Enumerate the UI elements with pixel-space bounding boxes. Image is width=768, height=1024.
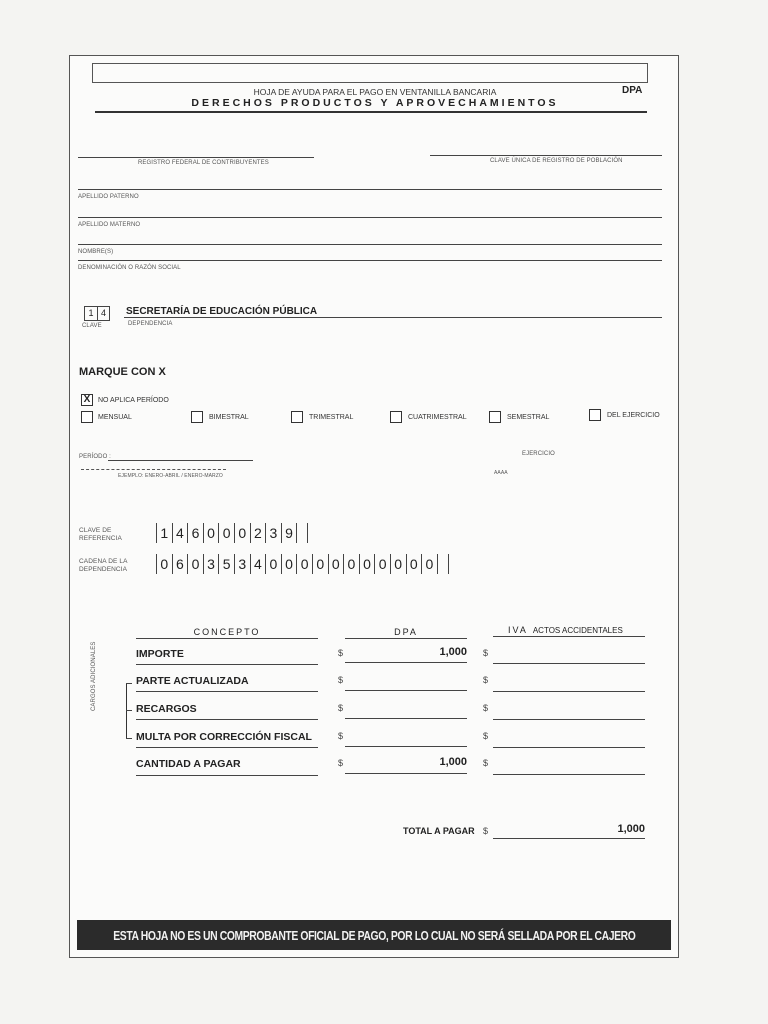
cadena-label-1: CADENA DE LA (79, 558, 128, 565)
row-label-importe: IMPORTE (136, 648, 184, 660)
currency-sign: $ (483, 758, 489, 768)
dependency-name: SECRETARÍA DE EDUCACIÓN PÚBLICA (126, 306, 318, 317)
row-rule (493, 719, 645, 720)
periodo-label: PERÍODO : (79, 454, 111, 460)
currency-sign: $ (338, 731, 344, 741)
checkbox-bimestral[interactable] (191, 411, 203, 423)
row-rule (493, 774, 645, 775)
currency-sign: $ (338, 675, 344, 685)
cadena-digit: 0 (265, 554, 281, 574)
row-dpa-cantidad[interactable]: 1,000 (439, 756, 467, 768)
cadena-digit: 0 (328, 554, 344, 574)
col-concepto-header: CONCEPTO (193, 627, 261, 637)
form-title: DERECHOS PRODUCTOS Y APROVECHAMIENTOS (191, 97, 559, 109)
periodo-example: EJEMPLO: ENERO-ABRIL / ENERO-MARZO (118, 473, 223, 479)
cadena-digit (437, 554, 449, 574)
check-mark: X (83, 394, 91, 405)
option-del-ejercicio: DEL EJERCICIO (607, 412, 660, 419)
row-label-parte-actualizada: PARTE ACTUALIZADA (136, 675, 249, 687)
currency-sign: $ (338, 648, 344, 658)
ref-digit: 0 (203, 523, 219, 543)
apellido-materno-label: APELLIDO MATERNO (78, 222, 141, 228)
option-semestral: SEMESTRAL (507, 414, 550, 421)
total-rule (493, 838, 645, 839)
col-iva-title: IVA (508, 625, 528, 635)
apellido-paterno-field[interactable] (78, 189, 662, 190)
ref-digit: 2 (250, 523, 266, 543)
cadena-digit: 0 (359, 554, 375, 574)
row-rule (345, 718, 467, 719)
currency-sign: $ (483, 703, 489, 713)
row-label-recargos: RECARGOS (136, 703, 197, 715)
col-concepto-rule (136, 638, 318, 639)
checkbox-mensual[interactable] (81, 411, 93, 423)
cadena-digit: 5 (218, 554, 234, 574)
nombres-label: NOMBRE(S) (78, 249, 114, 255)
payment-form-sheet (69, 55, 679, 958)
cadena-digit: 0 (312, 554, 328, 574)
row-rule (493, 747, 645, 748)
row-rule (345, 773, 467, 774)
dependency-clave-label: CLAVE (82, 323, 102, 329)
cadena-digit: 0 (406, 554, 422, 574)
total-value: 1,000 (617, 823, 645, 835)
cadena-digit: 6 (172, 554, 188, 574)
col-iva-sub: ACTOS ACCIDENTALES (532, 626, 623, 635)
currency-sign: $ (338, 758, 344, 768)
bracket-tick (126, 683, 132, 684)
clave-digit: 1 (84, 307, 97, 320)
ref-digit: 1 (156, 523, 172, 543)
currency-sign: $ (338, 703, 344, 713)
cadena-digit: 0 (374, 554, 390, 574)
checkbox-trimestral[interactable] (291, 411, 303, 423)
cargos-adicionales-label: CARGOS ADICIONALES (91, 641, 97, 711)
cadena-digit: 4 (250, 554, 266, 574)
curp-label: CLAVE ÚNICA DE REGISTRO DE POBLACIÓN (490, 158, 623, 164)
cadena-digit: 0 (343, 554, 359, 574)
col-dpa-rule (345, 638, 467, 639)
option-no-aplica: NO APLICA PERÍODO (98, 397, 169, 404)
ejercicio-label: EJERCICIO (522, 451, 555, 457)
col-iva-header (508, 625, 623, 635)
razon-social-field[interactable] (78, 260, 662, 261)
rfc-field[interactable] (78, 157, 314, 158)
ref-digit: 0 (234, 523, 250, 543)
cadena-digit: 0 (281, 554, 297, 574)
currency-sign: $ (483, 826, 489, 836)
cadena-digit: 3 (234, 554, 250, 574)
option-mensual: MENSUAL (98, 414, 132, 421)
dependency-rule (124, 317, 662, 318)
row-rule (136, 691, 318, 692)
cadena-digit: 0 (390, 554, 406, 574)
checkbox-no-aplica[interactable] (81, 394, 93, 406)
col-dpa-header: DPA (394, 627, 418, 637)
rfc-label: REGISTRO FEDERAL DE CONTRIBUYENTES (138, 160, 269, 166)
row-rule (345, 746, 467, 747)
row-label-cantidad: CANTIDAD A PAGAR (136, 758, 241, 770)
row-rule (136, 775, 318, 776)
option-cuatrimestral: CUATRIMESTRAL (408, 414, 467, 421)
cadena-digits (156, 554, 449, 574)
row-rule (493, 663, 645, 664)
cadena-digit: 3 (203, 554, 219, 574)
cadena-digit: 0 (187, 554, 203, 574)
dependency-name-label: DEPENDENCIA (128, 321, 173, 327)
bracket-tick (126, 738, 132, 739)
row-label-multa: MULTA POR CORRECCIÓN FISCAL (136, 731, 312, 743)
ref-digit: 0 (218, 523, 234, 543)
footer-notice: ESTA HOJA NO ES UN COMPROBANTE OFICIAL DE PAGO, POR LO CUAL NO SERÁ SELLADA POR EL CAJERO (112, 927, 636, 943)
dependency-clave-digits (84, 306, 110, 321)
clave-referencia-digits (156, 523, 308, 543)
periodo-field-2[interactable] (81, 469, 226, 470)
checkbox-semestral[interactable] (489, 411, 501, 423)
footer-notice-bar (77, 920, 671, 950)
header-rule (95, 111, 647, 113)
cadena-label-2: DEPENDENCIA (79, 566, 128, 573)
row-rule (345, 690, 467, 691)
period-heading: MARQUE CON X (79, 366, 166, 378)
row-rule (345, 662, 467, 663)
currency-sign: $ (483, 731, 489, 741)
total-label: TOTAL A PAGAR (403, 826, 475, 836)
razon-social-label: DENOMINACIÓN O RAZÓN SOCIAL (78, 265, 181, 271)
currency-sign: $ (483, 648, 489, 658)
ref-digit: 9 (281, 523, 297, 543)
cadena-digit: 0 (421, 554, 437, 574)
ref-digit: 6 (187, 523, 203, 543)
cargos-bracket (126, 683, 133, 739)
header-box (92, 63, 648, 83)
currency-sign: $ (483, 675, 489, 685)
clave-digit: 4 (97, 307, 110, 320)
option-trimestral: TRIMESTRAL (309, 414, 354, 421)
clave-referencia-label-1: CLAVE DE (79, 527, 112, 534)
col-iva-rule (493, 636, 645, 637)
row-dpa-importe[interactable]: 1,000 (439, 646, 467, 658)
row-rule (136, 664, 318, 665)
checkbox-del-ejercicio[interactable] (589, 409, 601, 421)
curp-field[interactable] (430, 155, 662, 156)
cadena-digit: 0 (296, 554, 312, 574)
form-subtitle: HOJA DE AYUDA PARA EL PAGO EN VENTANILLA BANCARIA (253, 87, 497, 97)
ejercicio-sub: AAAA (494, 470, 508, 476)
ref-digit: 3 (265, 523, 281, 543)
checkbox-cuatrimestral[interactable] (390, 411, 402, 423)
clave-referencia-label-2: REFERENCIA (79, 535, 122, 542)
row-rule (136, 719, 318, 720)
apellido-paterno-label: APELLIDO PATERNO (78, 194, 139, 200)
bracket-tick (126, 710, 132, 711)
row-rule (136, 747, 318, 748)
nombres-field[interactable] (78, 244, 662, 245)
form-code: DPA (622, 85, 643, 96)
apellido-materno-field[interactable] (78, 217, 662, 218)
option-bimestral: BIMESTRAL (209, 414, 249, 421)
periodo-field-1[interactable] (108, 460, 253, 461)
cadena-digit: 0 (156, 554, 172, 574)
row-rule (493, 691, 645, 692)
ref-digit: 4 (172, 523, 188, 543)
ref-digit (296, 523, 308, 543)
